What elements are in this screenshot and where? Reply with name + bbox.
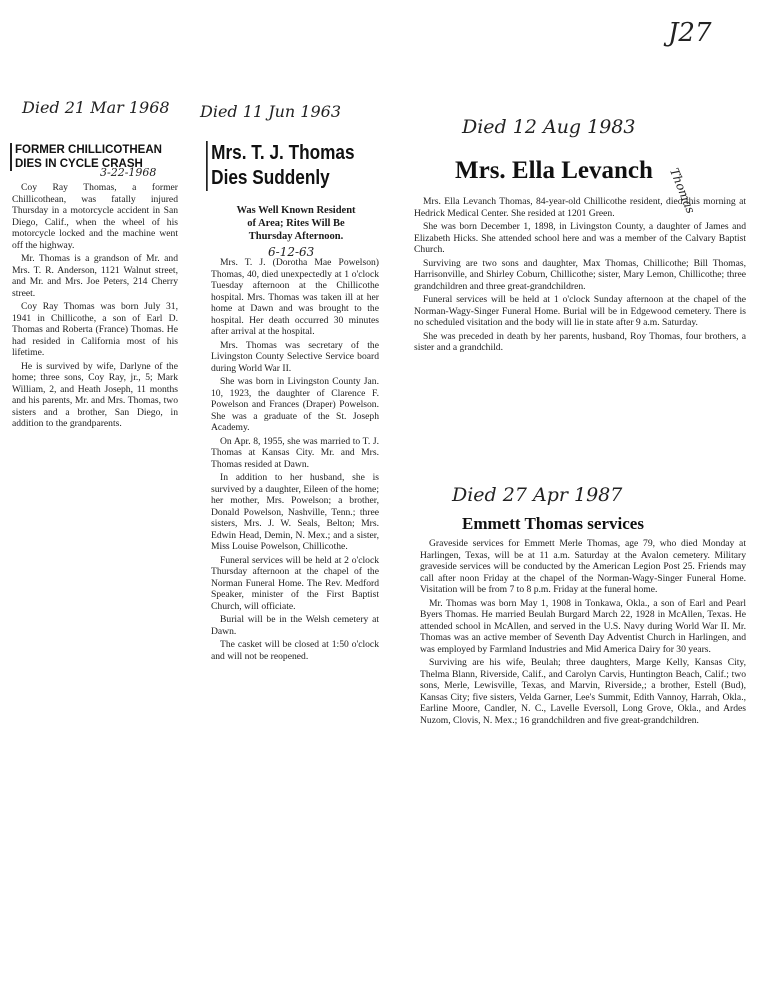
article-body (211, 257, 379, 664)
article-body (12, 182, 178, 432)
paragraph: Mrs. T. J. (Dorotha Mae Powelson) Thomas, 40, died unexpectedly at 1 o'clock Tuesday afternoon at the Chillicothe hospital. Mrs. Thomas was taken ill at her home at Dawn and was brought to the hospital. Her death occurred 30 minutes after arrival at the hospital. (211, 257, 379, 337)
paragraph: Burial will be in the Welsh cemetery at Dawn. (211, 614, 379, 637)
paragraph: Mrs. Thomas was secretary of the Livingston County Selective Service board during World War II. (211, 339, 379, 374)
handwritten-date-note: Died 12 Aug 1983 (462, 116, 636, 138)
paragraph: Coy Ray Thomas was born July 31, 1941 in Chillicothe, a son of Earl D. Thomas and Roberta (France) Thomas. He had resided in California most of his lifetime. (12, 301, 178, 358)
paragraph: In addition to her husband, she is survived by a daughter, Eileen of the home; her mother, Mrs. Powelson; a brother, Donald Powelson, Nashville, Tenn.; three sisters, Mrs. J. W. Seals, Belton; Mrs. Edwin Head, Demin, N. Mex.; and a sister, Miss Louise Powelson, Chillicothe. (211, 472, 379, 552)
handwritten-date-note: Died 21 Mar 1968 (22, 98, 170, 117)
paragraph: Surviving are two sons and daughter, Max Thomas, Chillicothe; Bill Thomas, Harrisonville, and Shirley Coburn, Chillicothe; sister, Mary Lemon, Chillicothe; three grandchildren and three great-grandchildren. (414, 257, 746, 292)
paragraph: She was born in Livingston County Jan. 10, 1923, the daughter of Clarence F. Powelson and Frances (Draper) Powelson. She was a graduate of the St. Joseph Academy. (211, 376, 379, 433)
paragraph: She was born December 1, 1898, in Livingston County, a daughter of James and Elizabeth Hicks. She attended school here and was a member of the Calvary Baptist Church. (414, 221, 746, 255)
paragraph: On Apr. 8, 1955, she was married to T. J. Thomas at Kansas City. Mr. and Mrs. Thomas resided at Dawn. (211, 435, 379, 470)
paragraph: Funeral services will be held at 1 o'clock Sunday afternoon at the chapel of the Norman-Wagy-Singer Funeral Home. Burial will be in Edgewood cemetery. There is no scheduled visitation and the body will lie in state after 9 a.m. Saturday. (414, 294, 746, 328)
headline: Mrs. Ella Levanch (455, 157, 653, 184)
paragraph: Mr. Thomas was born May 1, 1908 in Tonkawa, Okla., a son of Earl and Pearl Byers Thomas. He married Beulah Burgard March 22, 1928 in McAllen, Texas. He attended school in McAllen, and served in the U.S. Navy during World War II. Mr. Thomas was an active member of Seventh Day Adventist Church in Harlingen, and was employed by Farmland Industries and Mid America Dairy for 30 years. (420, 597, 746, 655)
handwritten-date-note: Died 27 Apr 1987 (452, 484, 623, 506)
subheadline: Was Well Known Resident of Area; Rites Will Be Thursday Afternoon. (236, 205, 356, 242)
paragraph: She was preceded in death by her parents, husband, Roy Thomas, four brothers, a sister and a grandchild. (414, 330, 746, 353)
article-body (420, 538, 746, 728)
handwritten-date-note: 6-12-63 (268, 245, 315, 259)
handwritten-side-note: Thomas (667, 166, 698, 216)
handwritten-date-note: Died 11 Jun 1963 (200, 102, 342, 121)
article-body (414, 196, 746, 356)
headline: Emmett Thomas services (462, 514, 644, 533)
paragraph: Mrs. Ella Levanch Thomas, 84-year-old Chillicothe resident, died this morning at Hedrick Medical Center. She resided at 1201 Green. (414, 196, 746, 219)
paragraph: Funeral services will be held at 2 o'clock Thursday afternoon at the chapel of the Norman Funeral Home. The Rev. Medford Speaker, minister of the First Baptist Church, will officiate. (211, 554, 379, 612)
paragraph: Surviving are his wife, Beulah; three daughters, Marge Kelly, Kansas City, Thelma Blann, Riverside, Calif., and Carolyn Carvis, Huntington Beach, Calif.; two sons, Merle, Lewisville, Texas, and Marvin, Riverside,; a brother, Estell (Bud), Kansas City; five sisters, Velda Garner, Lee's Summit, Edith Vannoy, Harrah, Okla., Earline Moore, Candler, N. C., Lavelle Eversoll, Long Grove, Okla., and Ardes Nuzom, Clovis, N. Mex.; 16 grandchildren and five great-grandchildren. (420, 657, 746, 726)
paragraph: Mr. Thomas is a grandson of Mr. and Mrs. T. R. Anderson, 1121 Walnut street, and Mr. and Mrs. Joe Peters, 214 Cherry street. (12, 253, 178, 299)
paragraph: Graveside services for Emmett Merle Thomas, age 79, who died Monday at Harlingen, Texas, will be at 11 a.m. Saturday at the Avalon cemetery. Military graveside services will be conducted by the American Legion Post 25. Friends may call after noon Friday at the chapel of the Norman-Wagy-Singer Funeral Home. Visitation will be from 7 to 8 p.m. Friday at the funeral home. (420, 538, 746, 595)
paragraph: The casket will be closed at 1:50 o'clock and will not be reopened. (211, 639, 379, 662)
headline: Mrs. T. J. Thomas Dies Suddenly (206, 141, 357, 191)
handwritten-date-note: 3-22-1968 (100, 166, 157, 179)
page-number: J27 (668, 18, 712, 48)
paragraph: He is survived by wife, Darlyne of the home; three sons, Coy Ray, jr., 5; Mark William, 2, and Heath Joseph, 11 months and his parents, Mr. and Mrs. Thomas, two sisters and a brother, San Diego, in addition to the grandparents. (12, 360, 178, 429)
paragraph: Coy Ray Thomas, a former Chillicothean, was fatally injured Thursday in a motorcycle accident in San Diego, Calif., when the wheel of his motorcycle locked and the machine went off the highway. (12, 182, 178, 251)
headline: FORMER CHILLICOTHEAN DIES IN CYCLE CRASH (10, 143, 185, 171)
